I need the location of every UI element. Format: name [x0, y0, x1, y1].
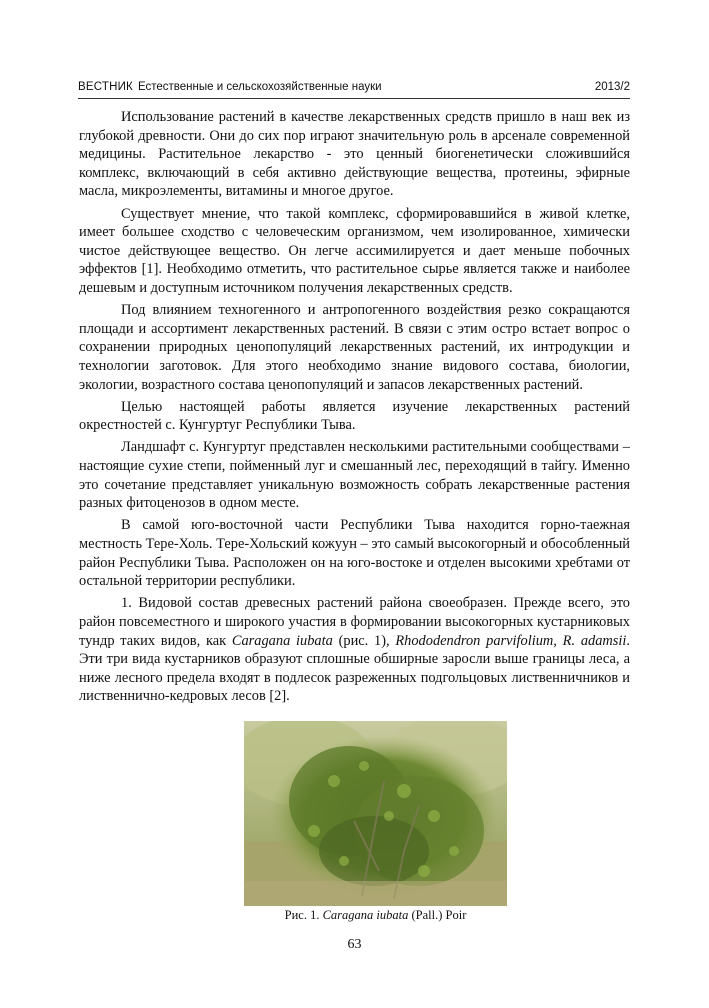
caption-authority: (Pall.) Poir: [408, 908, 467, 922]
header-rule: [78, 98, 630, 99]
figure-caption: [244, 907, 507, 923]
journal-section: Естественные и сельскохозяйственные науки: [137, 81, 382, 93]
numbered-paragraph: [79, 594, 630, 706]
paragraph-text: . Эти три вида кустарников образуют сплошные обширные заросли выше границы леса, а ниже лесного предела входят в подлесок разреженных подгольцовых лиственничников и лиственнично-кедровых лесов [2].: [79, 632, 631, 705]
paragraph: Ландшафт с. Кунгуртуг представлен несколькими растительными сообществами – настоящие сухие степи, пойменный луг и смешанный лес, переходящий в тайгу. Именно это сочетание представляет уникальную возможность собрать лекарственные растения разных фитоценозов в одном месте.: [79, 439, 630, 512]
page-number: 63: [347, 937, 362, 952]
species-name: Rhododendron parvifolium, R. adamsii: [395, 632, 627, 649]
species-name: Caragana iubata: [231, 632, 333, 649]
journal-name: ВЕСТНИК: [78, 81, 133, 93]
paragraph: Целью настоящей работы является изучение лекарственных растений окрестностей с. Кунгуртуг Республики Тыва.: [79, 398, 630, 434]
paragraph: В самой юго-восточной части Республики Тыва находится горно-таежная местность Тере-Холь. Тере-Хольский кожуун – это самый высокогорный и обособленный район Республики Тыва. Расположен он на юго-востоке и отделен высокими хребтами от остальной территории республики.: [79, 517, 630, 590]
shrub-photo: [244, 721, 507, 906]
paragraph-text: (рис. 1),: [332, 632, 396, 649]
issue-number: 2013/2: [594, 81, 630, 93]
running-header: [78, 81, 630, 97]
paragraph-lead: 1. Видовой состав древесных растений района своеобразен. Прежде всего, это район повсеместного и широкого участия в формировании высокогорных кустарниковых тундр таких видов, как: [79, 595, 630, 649]
paragraph: Использование растений в качестве лекарственных средств пришло в наш век из глубокой древности. Они до сих пор играют значительную роль в арсенале современной медицины. Растительное лекарство - это ценный биогенетически сложившийся комплекс, включающий в себя активно действующие вещества, протеины, эфирные масла, микроэлементы, витамины и многое другое.: [79, 109, 630, 200]
paragraph: Под влиянием техногенного и антропогенного воздействия резко сокращаются площади и ассортимент лекарственных растений. В связи с этим остро встает вопрос о сохранении природных ценопопуляций лекарственных растений, их интродукции и технологии заготовок. Для этого необходимо знание видового состава, биологии, экологии, возрастного состава ценопопуляций и запасов лекарственных растений.: [79, 302, 630, 393]
article-body: [79, 108, 630, 706]
caption-species: Caragana iubata: [322, 908, 409, 922]
figure-photo-caragana: [244, 721, 507, 906]
paragraph: Существует мнение, что такой комплекс, сформировавшийся в живой клетке, имеет большее сходство с человеческим организмом, чем изолированное, химически чистое действующее вещество. Он легче ассимилируется и дает меньше побочных эффектов [1]. Необходимо отметить, что растительное сырье является также и наиболее дешевым и доступным источником получения лекарственных средств.: [79, 205, 630, 296]
caption-label: Рис. 1.: [284, 908, 323, 922]
